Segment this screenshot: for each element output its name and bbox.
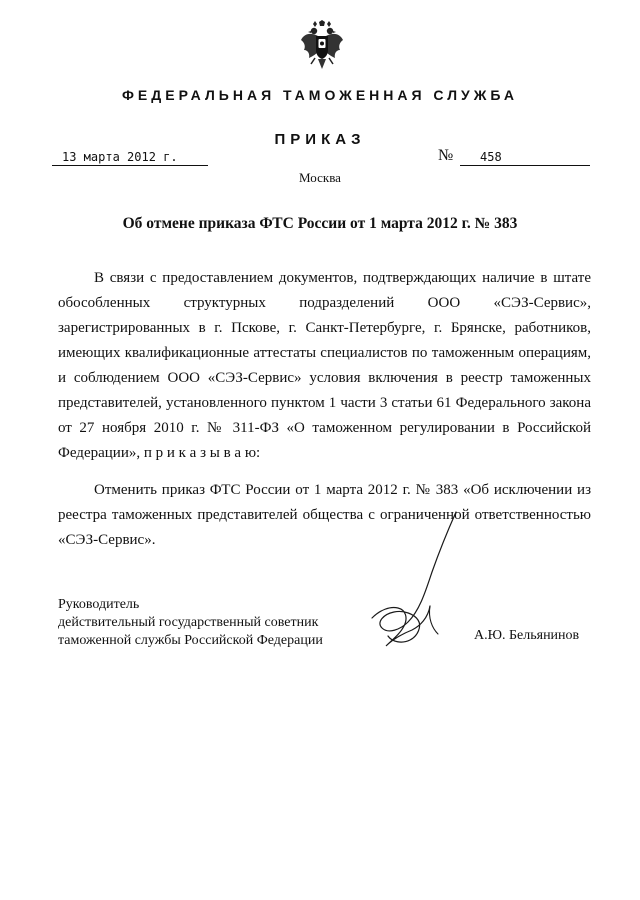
body-paragraph-1: В связи с предоставлением документов, подтверждающих наличие в штате обособленных структурных подразделений ООО «СЭЗ-Сервис», зарегистрированных в г. Пскове, г. Санкт-Петербурге, г. Брянске, работников, имеющих квалификационные аттестаты специалистов по таможенным операциям, и соблюдением ООО «СЭЗ-Сервис» условия включения в реестр таможенных представителей, установленного пунктом 1 части 3 статьи 61 Федерального закона от 27 ноября 2010 г. № 311-ФЗ «О таможенном регулировании в Российской Федерации», п р и к а з ы в а ю: <box>58 270 591 461</box>
signatory-position <box>58 596 323 650</box>
order-date: 13 марта 2012 г. <box>52 150 208 166</box>
emblem-icon <box>300 20 344 72</box>
order-number-label: № <box>438 147 454 164</box>
signatory-name: А.Ю. Бельянинов <box>474 628 580 643</box>
signatory-position-line-2: действительный государственный советник <box>58 615 319 630</box>
document-title: Об отмене приказа ФТС России от 1 марта 2012 г. № 383 <box>122 215 518 232</box>
signatory-position-line-1: Руководитель <box>58 597 140 612</box>
signature-icon <box>368 510 458 660</box>
body-paragraph-2: Отменить приказ ФТС России от 1 марта 2012 г. № 383 «Об исключении из реестра таможенных представителей общества с ограниченной ответственностью «СЭЗ-Сервис». <box>58 482 591 548</box>
order-number: 458 <box>460 150 590 166</box>
issue-city: Москва <box>299 170 341 185</box>
agency-name: ФЕДЕРАЛЬНАЯ ТАМОЖЕННАЯ СЛУЖБА <box>121 87 519 103</box>
signatory-position-line-3: таможенной службы Российской Федерации <box>58 633 323 648</box>
document-type: ПРИКАЗ <box>274 131 366 148</box>
